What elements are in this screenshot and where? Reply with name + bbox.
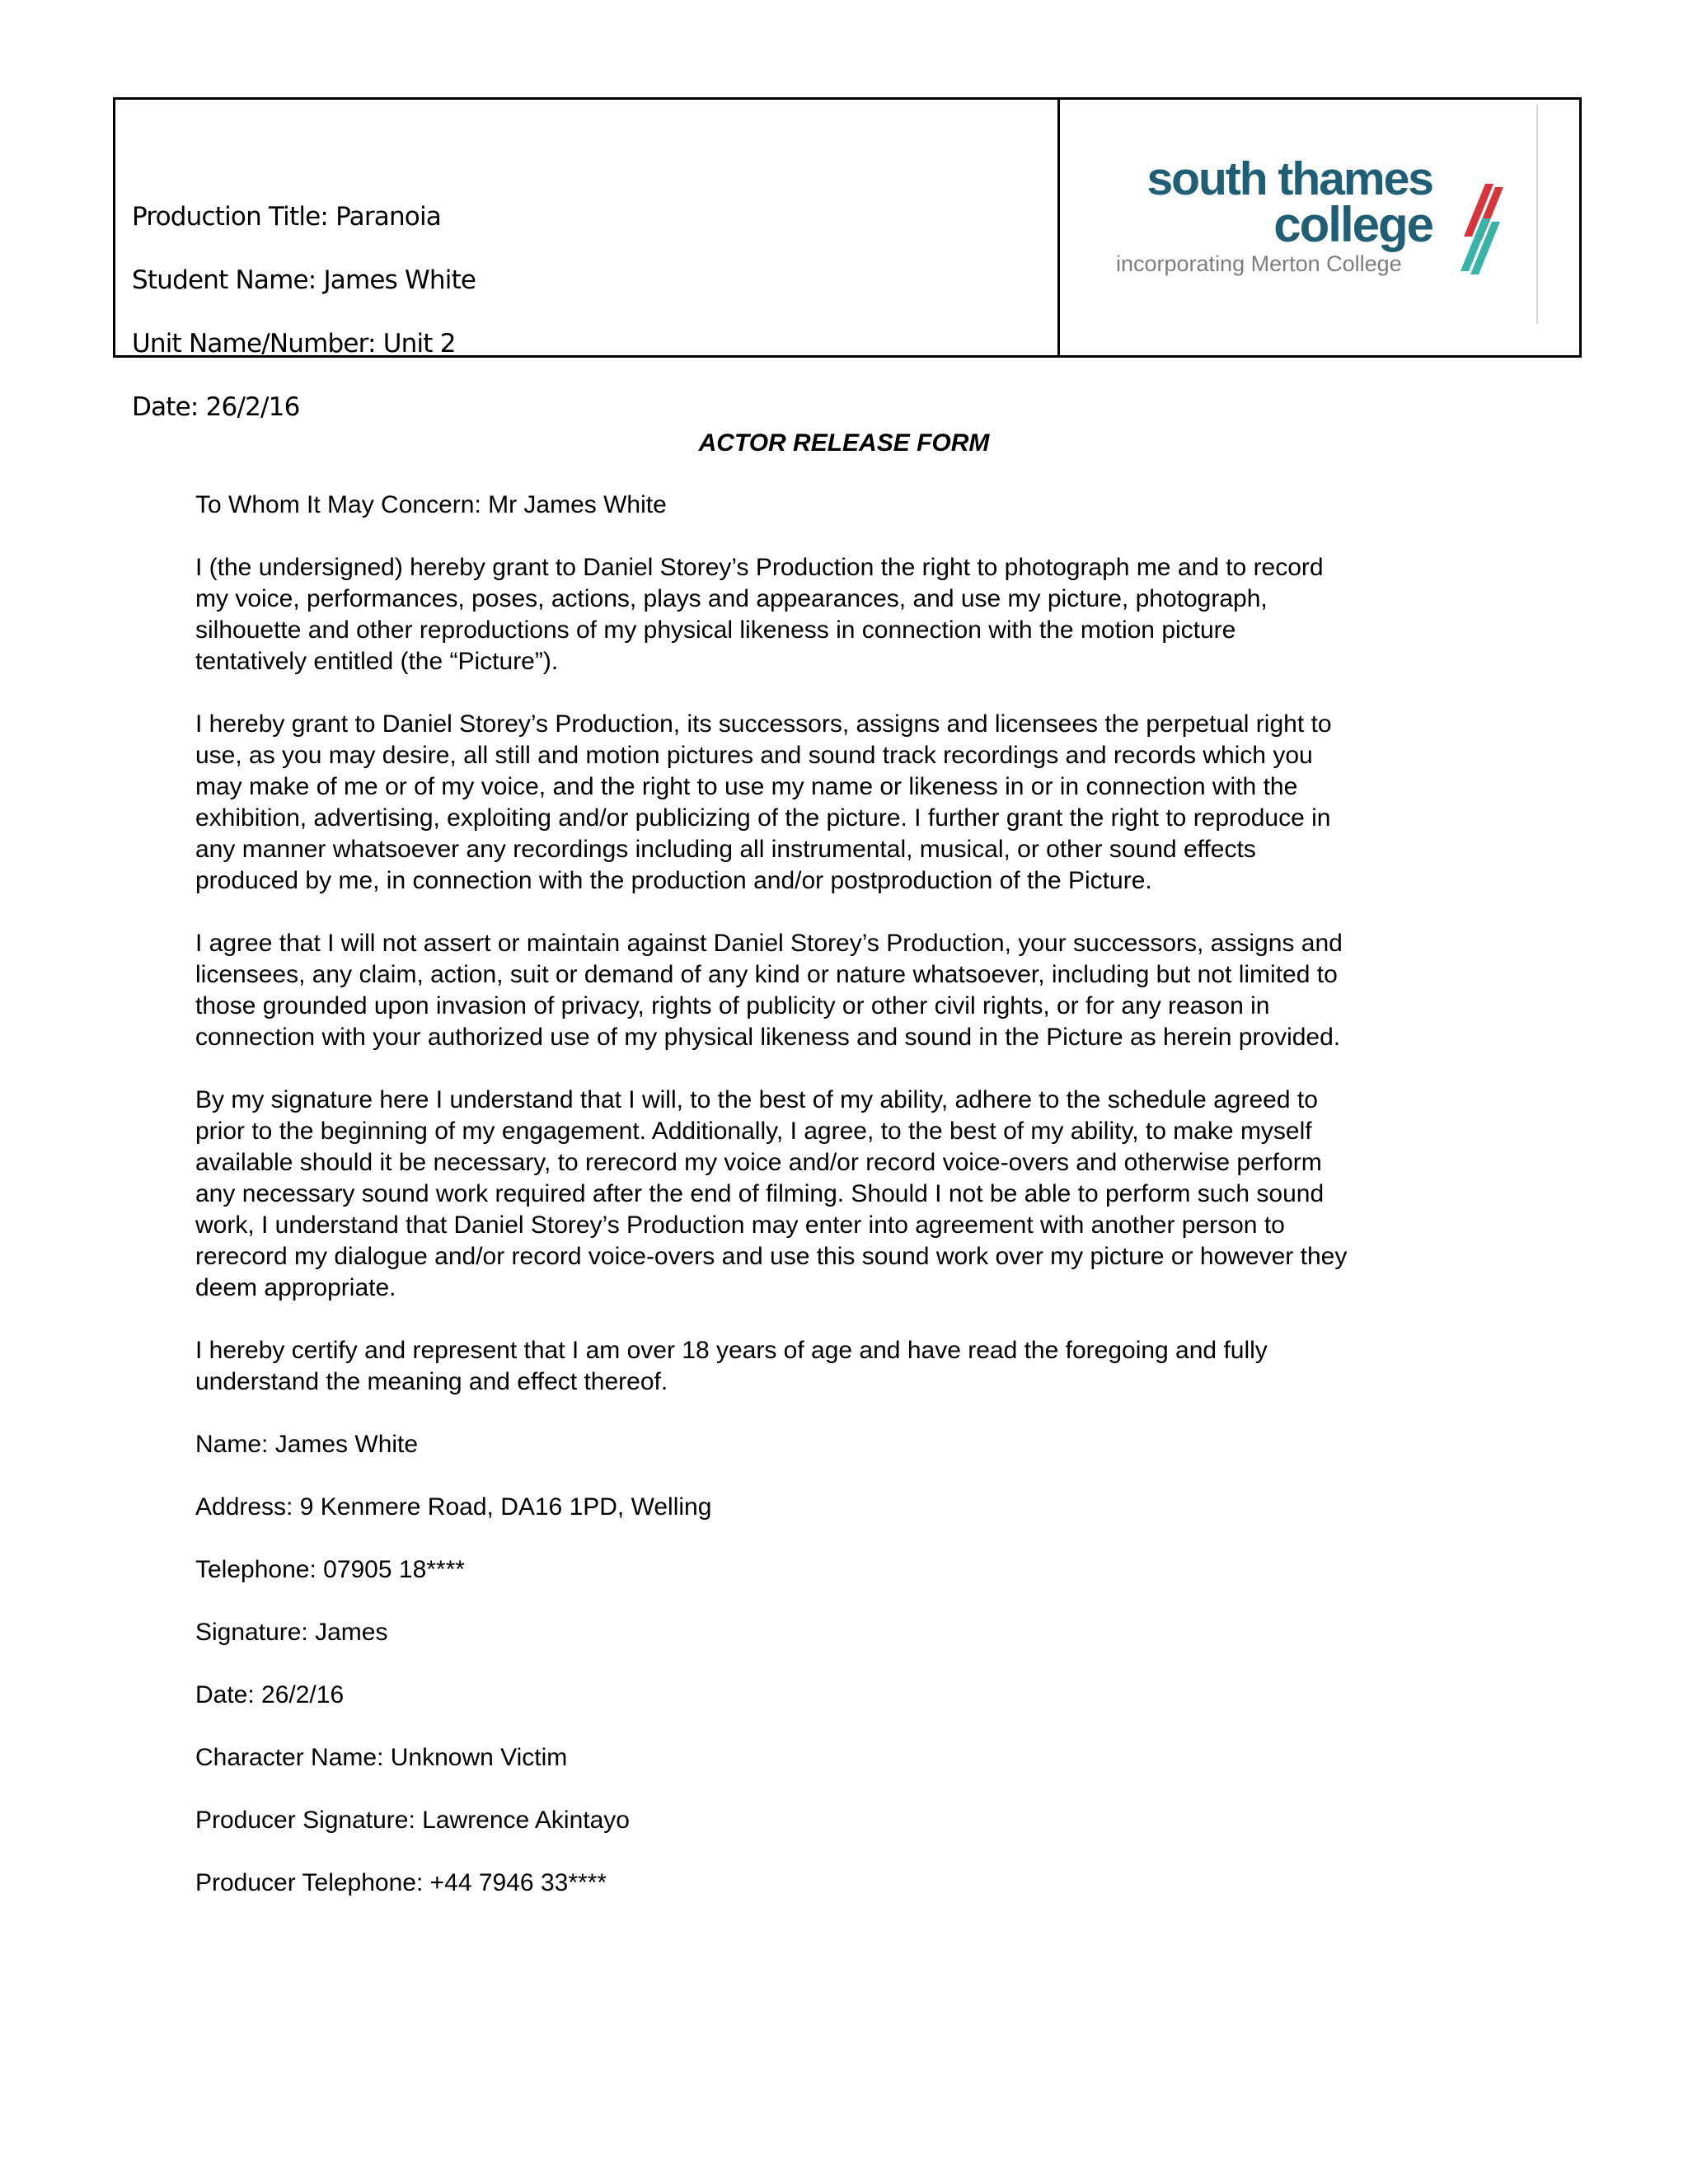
paragraph-line: I hereby grant to Daniel Storey’s Production, its successors, assigns and licensees the perpetual right to [195,710,1332,738]
salutation: To Whom It May Concern: Mr James White [195,491,667,518]
logo-wordmark-line1: south thames [1146,152,1432,205]
production-details-cell [115,100,1060,422]
paragraph-line: By my signature here I understand that I will, to the best of my ability, adhere to the schedule agreed to [195,1086,1318,1113]
paragraph-line: may make of me or of my voice, and the right to use my name or likeness in or in connection with the [195,773,1298,800]
student-name: Student Name: James White [132,265,476,295]
header-date: Date: 26/2/16 [132,392,300,422]
field-producer-signature: Producer Signature: Lawrence Akintayo [195,1807,630,1834]
paragraph-perpetual-right [195,709,1481,897]
field-address: Address: 9 Kenmere Road, DA16 1PD, Welling [195,1493,712,1521]
paragraph-grant-rights [195,552,1481,677]
logo-divider [1536,105,1538,324]
paragraph-line: understand the meaning and effect thereof. [195,1368,668,1395]
college-logo-icon [1454,179,1512,286]
paragraph-line: work, I understand that Daniel Storey’s Production may enter into agreement with another person to [195,1212,1285,1239]
paragraph-line: any necessary sound work required after the end of filming. Should I not be able to perform such sound [195,1180,1325,1207]
paragraph-line: exhibition, advertising, exploiting and/or publicizing of the picture. I further grant the right to reproduce in [195,804,1331,832]
paragraph-line: produced by me, in connection with the production and/or postproduction of the Picture. [195,867,1152,894]
paragraph-no-claims [195,928,1481,1053]
logo-tagline: incorporating Merton College [1116,251,1402,276]
paragraph-line: those grounded upon invasion of privacy, rights of publicity or other civil rights, or for any reason in [195,992,1270,1019]
paragraph-line: any manner whatsoever any recordings including all instrumental, musical, or other sound effects [195,836,1256,863]
field-character-name: Character Name: Unknown Victim [195,1744,568,1771]
unit-name-number: Unit Name/Number: Unit 2 [132,329,456,359]
paragraph-line: prior to the beginning of my engagement. Additionally, I agree, to the best of my ability, to make myself [195,1118,1312,1145]
production-title: Production Title: Paranoia [132,202,441,232]
paragraph-line: rerecord my dialogue and/or record voice-overs and use this sound work over my picture or however they [195,1243,1348,1270]
field-producer-telephone: Producer Telephone: +44 7946 33**** [195,1869,607,1896]
paragraph-line: use, as you may desire, all still and motion pictures and sound track recordings and records which you [195,742,1313,769]
paragraph-line: deem appropriate. [195,1274,396,1301]
paragraph-line: connection with your authorized use of my physical likeness and sound in the Picture as herein provided. [195,1024,1341,1051]
paragraph-line: licensees, any claim, action, suit or demand of any kind or nature whatsoever, including but not limited to [195,961,1338,988]
field-signature: Signature: James [195,1619,388,1646]
form-title: ACTOR RELEASE FORM [698,429,990,457]
logo-wordmark-line2: college [1273,197,1432,252]
field-telephone: Telephone: 07905 18**** [195,1556,465,1583]
paragraph-line: tentatively entitled (the “Picture”). [195,648,559,675]
college-logo-cell [1060,100,1579,355]
field-name: Name: James White [195,1431,419,1458]
field-date: Date: 26/2/16 [195,1681,345,1708]
paragraph-line: I agree that I will not assert or maintain against Daniel Storey’s Production, your successors, assigns and [195,930,1343,957]
paragraph-line: available should it be necessary, to rerecord my voice and/or record voice-overs and otherwise perform [195,1149,1322,1176]
header-table [113,97,1582,422]
paragraph-line: I hereby certify and represent that I am over 18 years of age and have read the foregoing and fully [195,1337,1268,1364]
paragraph-line: silhouette and other reproductions of my physical likeness in connection with the motion picture [195,616,1236,644]
paragraph-certify-age [195,1335,1481,1398]
paragraph-line: my voice, performances, poses, actions, plays and appearances, and use my picture, photograph, [195,585,1268,612]
paragraph-schedule [195,1085,1481,1304]
paragraph-line: I (the undersigned) hereby grant to Daniel Storey’s Production the right to photograph me and to record [195,554,1324,581]
